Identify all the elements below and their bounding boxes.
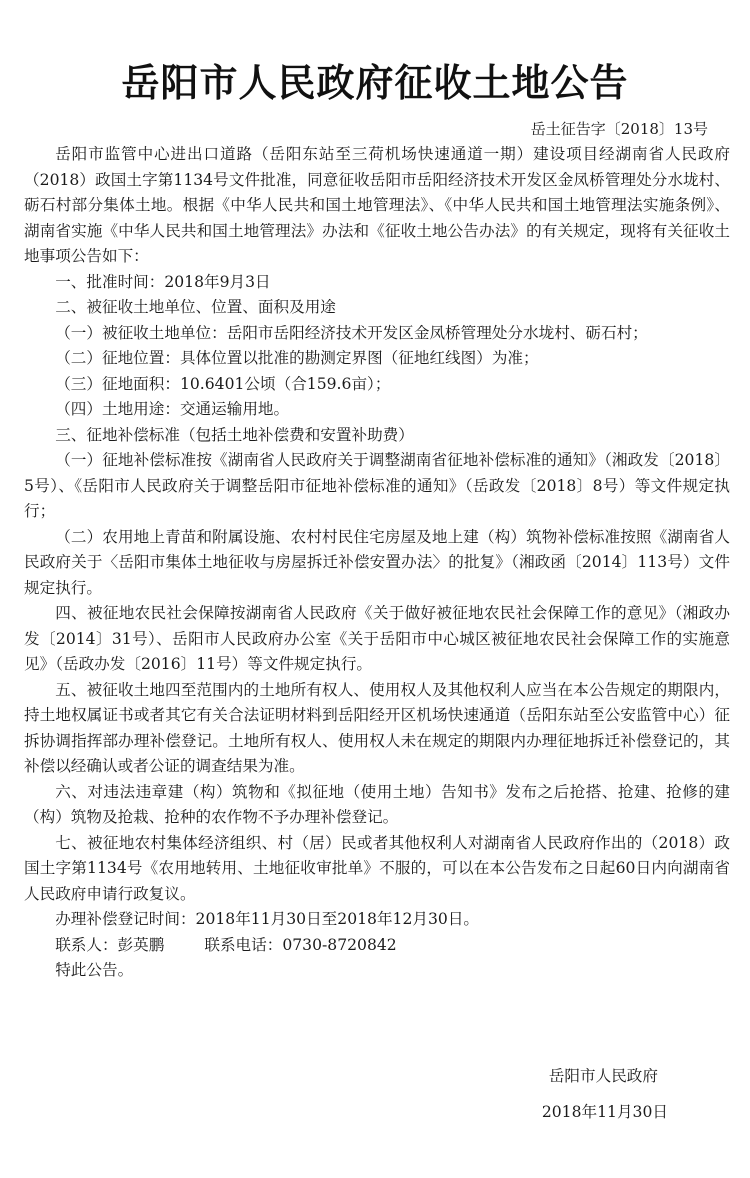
contact-phone: 联系电话：0730-8720842: [204, 935, 397, 954]
registration-time: 办理补偿登记时间：2018年11月30日至2018年12月30日。: [55, 910, 480, 928]
page-title: 岳阳市人民政府征收土地公告: [121, 61, 629, 105]
document-number: 岳土征告字〔2018〕13号: [530, 120, 708, 138]
closing-text: 特此公告。: [55, 961, 134, 979]
section-3-item-2: （二）农用地上青苗和附属设施、农村村民住宅房屋及地上建（构）筑物补偿标准按照《湖南省人民政府关于〈岳阳市集体土地征收与房屋拆迁补偿安置办法〉的批复》（湘政函〔2014〕113号）文件规定执行。: [24, 527, 730, 597]
announcement-body: [24, 142, 730, 984]
section-2-item-1: （一）被征收土地单位：岳阳市岳阳经济技术开发区金凤桥管理处分水垅村、砺石村；: [55, 323, 648, 342]
section-2-item-4: （四）土地用途：交通运输用地。: [55, 400, 290, 418]
section-3-heading: 三、征地补偿标准（包括土地补偿费和安置补助费）: [55, 425, 414, 444]
section-2-item-2: （二）征地位置：具体位置以批准的勘测定界图（征地红线图）为准；: [55, 349, 539, 367]
section-3-item-1: （一）征地补偿标准按《湖南省人民政府关于调整湖南省征地补偿标准的通知》（湘政发〔2018〕5号）、《岳阳市人民政府关于调整岳阳市征地补偿标准的通知》（岳政发〔2018〕8号）等文件规定执行；: [24, 451, 730, 520]
contact-person: 联系人：彭英鹏: [55, 935, 165, 954]
section-6-paragraph: 六、对违法违章建（构）筑物和《拟征地（使用土地）告知书》发布之后抢搭、抢建、抢修的建（构）筑物及抢栽、抢种的农作物不予办理补偿登记。: [24, 782, 730, 826]
issue-date: 2018年11月30日: [541, 1103, 668, 1121]
issuer-signature: 岳阳市人民政府: [548, 1067, 658, 1085]
section-7-paragraph: 七、被征地农村集体经济组织、村（居）民或者其他权利人对湖南省人民政府作出的（2018）政国土字第1134号《农用地转用、土地征收审批单》不服的，可以在本公告发布之日起60日内向湖南省人民政府申请行政复议。: [24, 833, 730, 903]
section-5-paragraph: 五、被征收土地四至范围内的土地所有权人、使用权人及其他权利人应当在本公告规定的期限内，持土地权属证书或者其它有关合法证明材料到岳阳经开区机场快速通道（岳阳东站至公安监管中心）征拆协调指挥部办理补偿登记。土地所有权人、使用权人未在规定的期限内办理征地拆迁补偿登记的，其补偿以经确认或者公证的调查结果为准。: [24, 680, 730, 775]
section-4-paragraph: 四、被征地农民社会保障按湖南省人民政府《关于做好被征地农民社会保障工作的意见》（湘政办发〔2014〕31号）、岳阳市人民政府办公室《关于岳阳市中心城区被征地农民社会保障工作的实施意见》（岳政办发〔2016〕11号）等文件规定执行。: [24, 604, 730, 673]
section-1-approval-time: 一、批准时间：2018年9月3日: [55, 272, 271, 291]
contact-line: [24, 933, 730, 959]
section-2-heading: 二、被征收土地单位、位置、面积及用途: [55, 298, 336, 316]
section-2-item-3: （三）征地面积：10.6401公顷（合159.6亩）；: [55, 374, 391, 393]
intro-paragraph: 岳阳市监管中心进出口道路（岳阳东站至三荷机场快速通道一期）建设项目经湖南省人民政府（2018）政国土字第1134号文件批准，同意征收岳阳市岳阳经济技术开发区金凤桥管理处分水垅村、砺石村部分集体土地。根据《中华人民共和国土地管理法》、《中华人民共和国土地管理法实施条例》、湖南省实施《中华人民共和国土地管理法》办法和《征收土地公告办法》的有关规定，现将有关征收土地事项公告如下：: [24, 145, 730, 265]
